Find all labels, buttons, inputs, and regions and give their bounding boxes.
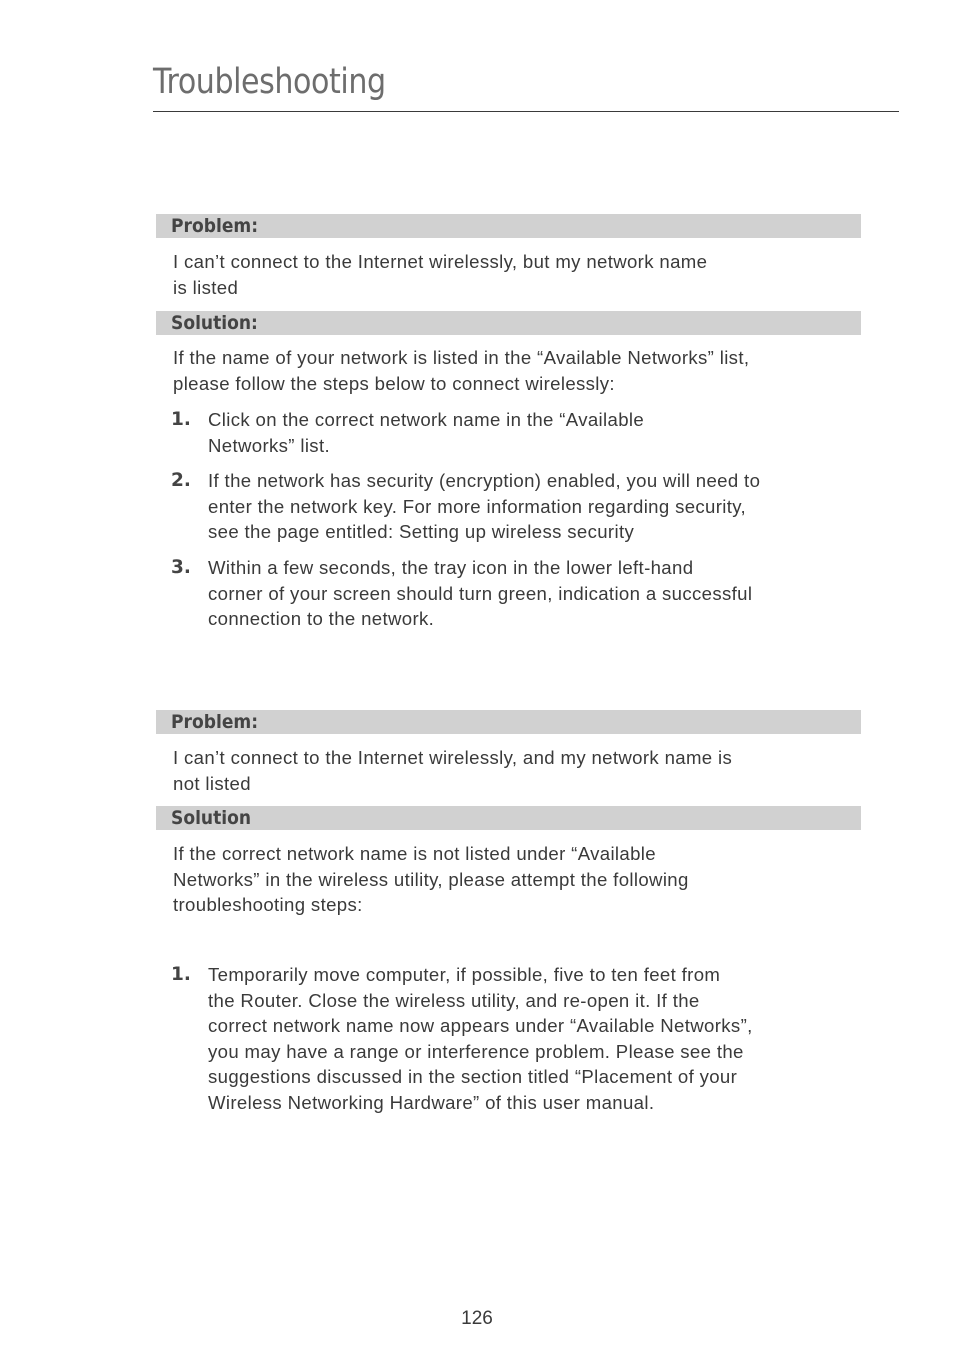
solution-header-bar bbox=[156, 806, 861, 830]
step-line: Networks” list. bbox=[208, 434, 330, 456]
step-number: 1. bbox=[171, 964, 191, 985]
problem-line: is listed bbox=[173, 276, 239, 298]
step-line: connection to the network. bbox=[208, 608, 435, 629]
step-number: 2. bbox=[171, 470, 191, 491]
step-line: the Router. Close the wireless utility, and re-open it. If the bbox=[208, 989, 700, 1011]
step-text bbox=[208, 555, 868, 632]
problem-header-bar bbox=[156, 710, 861, 734]
solution-line: troubleshooting steps: bbox=[173, 894, 363, 915]
step-text bbox=[208, 468, 868, 545]
solution-label: Solution bbox=[171, 807, 252, 829]
problem-line: I can’t connect to the Internet wirelessly, and my network name is bbox=[173, 747, 733, 768]
step-text bbox=[208, 407, 868, 458]
step-line: Within a few seconds, the tray icon in the lower left-hand bbox=[208, 557, 694, 578]
solution-intro bbox=[173, 841, 873, 918]
step-line: corner of your screen should turn green, indication a successful bbox=[208, 582, 753, 604]
step-line: suggestions discussed in the section titled “Placement of your bbox=[208, 1066, 738, 1087]
solution-header-bar bbox=[156, 311, 861, 335]
step-number: 3. bbox=[171, 557, 191, 578]
step-line: enter the network key. For more information regarding security, bbox=[208, 495, 747, 517]
solution-line: Networks” in the wireless utility, please attempt the following bbox=[173, 868, 689, 890]
step-line: Temporarily move computer, if possible, five to ten feet from bbox=[208, 964, 721, 985]
solution-label: Solution: bbox=[171, 312, 258, 334]
solution-line: please follow the steps below to connect wirelessly: bbox=[173, 372, 615, 394]
problem-header-bar bbox=[156, 214, 861, 238]
step-line: If the network has security (encryption) enabled, you will need to bbox=[208, 470, 761, 491]
problem-description bbox=[173, 249, 873, 300]
page-number: 126 bbox=[461, 1308, 493, 1329]
step-text bbox=[208, 962, 868, 1115]
problem-label: Problem: bbox=[171, 711, 259, 733]
step-line: Click on the correct network name in the “Available bbox=[208, 409, 645, 430]
solution-intro bbox=[173, 345, 873, 396]
solution-line: If the correct network name is not listed under “Available bbox=[173, 843, 656, 864]
step-line: Wireless Networking Hardware” of this user manual. bbox=[208, 1091, 655, 1113]
step-line: you may have a range or interference problem. Please see the bbox=[208, 1040, 744, 1062]
solution-line: If the name of your network is listed in the “Available Networks” list, bbox=[173, 347, 750, 368]
problem-label: Problem: bbox=[171, 215, 259, 237]
problem-line: not listed bbox=[173, 772, 251, 794]
page-title: Troubleshooting bbox=[153, 62, 386, 102]
step-line: correct network name now appears under “Available Networks”, bbox=[208, 1015, 753, 1036]
step-number: 1. bbox=[171, 409, 191, 430]
step-line: see the page entitled: Setting up wireless security bbox=[208, 521, 635, 542]
problem-line: I can’t connect to the Internet wirelessly, but my network name bbox=[173, 251, 708, 272]
problem-description bbox=[173, 745, 873, 796]
title-divider bbox=[153, 111, 899, 112]
